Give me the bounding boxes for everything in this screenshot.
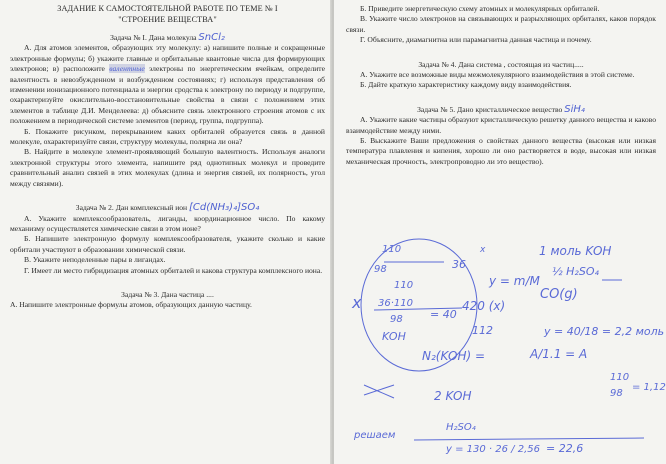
task4-part-b: Б. Дайте краткую характеристику каждому виду взаимодействия. [360,80,572,90]
task5-heading-text: Задача № 5. Дано кристаллическое вещество [417,104,563,114]
hw-half-h2so4: ½ H₂SO₄ [552,265,599,278]
hw-x-big: x [352,293,362,312]
task5-part-a: А. Укажите какие частицы образуют кристаллическую решетку данного вещества и каково взаимодействие между ними. [346,115,656,135]
hw-n2koh: N₂(KOH) = [422,349,486,363]
task1-a-text-1: А. Для атомов элементов, образующих эту молекулу: а) напишите полные и сокращенные электронные формулы; б) укажите главные и орбитальные квантовые числа для формирующих электронов; в) расположите [10,43,325,74]
hw-x: x [480,245,486,255]
task1-part-a [10,43,325,126]
task1-heading [10,33,325,43]
task2-part-b: Б. Напишите электронную формулу комплексообразователя, укажите сколько и какие орбитали участвуют в образовании химической связи. [10,234,325,254]
task5-part-b: Б. Выскажите Ваши предложения о свойствах данного вещества (высокая или низкая температура плавления и кипения, хорошо ли оно растворяется в воде, высокая или низкая механическая прочность, электропроводно ли это вещество). [346,136,656,166]
task2-heading [10,203,325,213]
task1-a-text-2: электроны по энергетическим ячейкам, определите валентность в невозбужденном и возбужденном состояниях; г) используя представления об изменении ионизационного потенциала и энергии сродства к электрону по периоду и подгруппе, охарактеризуйте окислительно-восстановительные свойства в связи с положением этих элементов в таблице Д.И. Менделеева: д) объясните связь электронного строения атомов с их положением в периодической системе элементов (период, группа, подгруппа). [10,64,325,126]
hw-98: 98 [374,264,387,275]
task5-heading [346,105,656,115]
hw-circle [361,239,477,371]
hw-solve: решаем [354,430,396,441]
task1-heading-text: Задача № I. Дана молекула [110,33,197,42]
task2-heading-text: Задача № 2. Дан комплексный ион [75,203,188,213]
hw-koh: KOH [382,330,406,343]
task1-molecule: SnCl₂ [198,32,225,43]
task1-part-b: Б. Покажите рисунком, перекрыванием каких орбиталей образуется связь в данной молекуле, охарактеризуйте связи, структуру молекулы, полярна ли она? [10,126,325,147]
hw-eq40: = 40 [430,308,457,321]
hw-y-frac: y = m/M [489,274,540,288]
task5-substance: SiH₄ [564,103,585,115]
task3-part-v: В. Укажите число электронов на связывающих и разрыхляющих орбиталях, каков порядок связи. [346,14,656,34]
hw-frac-top: 36·110 [378,298,413,309]
hw-h2so4-calc: y = 130 · 26 / 2,56 [446,444,540,455]
task2-part-g: Г. Имеет ли место гибридизация атомных орбиталей и какова структура комплексного иона. [24,265,323,275]
task2-ion: [Cd(NH₃)₄]SO₄ [189,202,260,214]
title-line-2: "СТРОЕНИЕ ВЕЩЕСТВА" [118,14,217,24]
hw-y40: y = 40/18 = 2,2 моль [544,325,665,338]
right-page [333,0,666,464]
task3-part-g: Г. Объясните, диамагнитна или парамагнитна данная частица и почему. [360,35,592,45]
hw-98-br: 98 [610,388,623,399]
hw-a-frac: A/1.1 = A [530,347,588,361]
right-column [346,4,656,167]
hw-co-g: CO(g) [540,287,578,302]
hw-result: = 22,6 [546,442,584,455]
page-title [10,4,325,25]
hw-frac-bot: 98 [390,314,403,325]
title-line-1: ЗАДАНИЕ К САМОСТОЯТЕЛЬНОЙ РАБОТЕ ПО ТЕМЕ № I [57,4,278,13]
highlighted-word: валентные [109,64,145,74]
hw-1-mol-koh: 1 моль KOH [539,244,612,258]
hw-two-koh: 2 KOH [434,389,472,403]
task2-part-v: В. Укажите неподеленные пары в лигандах. [24,255,166,265]
hw-crossout [364,385,394,398]
hw-eq112: = 1,12 [632,382,666,393]
hw-36: 36 [452,258,466,271]
hw-110-mid: 110 [394,280,414,291]
task4-part-a: А. Укажите все возможные виды межмолекулярного взаимодействия в этой системе. [360,70,635,80]
task1-part-v: В. Найдите в молекуле элемент-проявляющий большую валентность. Используя аналоги электронной структуры этого элемента, напишите ряд однотипных молекул и проведите сравнительный анализ связей в этих молекулах (длина и энергия связей, их полярность, угол между связями). [10,147,325,188]
task2-part-a: А. Укажите комплексообразователь, лиганды, координационное число. По какому механизму осуществляется химические связи в этом ионе? [10,213,325,233]
hw-underline [414,438,644,440]
hw-fraction-bar [374,308,462,310]
task4-heading: Задача № 4. Дана система , состоящая из частиц..... [418,59,584,69]
hw-420: 420 (x) [462,299,506,313]
hw-110-br: 110 [610,372,630,383]
hw-110-top: 110 [382,244,402,255]
task3-part-a: А. Напишите электронные формулы атомов, образующих данную частицу. [10,300,252,310]
hw-h2so4-bottom: H₂SO₄ [446,422,476,433]
task3-part-b: Б. Приведите энергетическую схему атомных и молекулярных орбиталей. [360,4,600,13]
task3-heading: Задача № 3. Дана частица .... [121,289,214,299]
hw-112: 112 [472,324,493,337]
left-column [10,4,325,311]
